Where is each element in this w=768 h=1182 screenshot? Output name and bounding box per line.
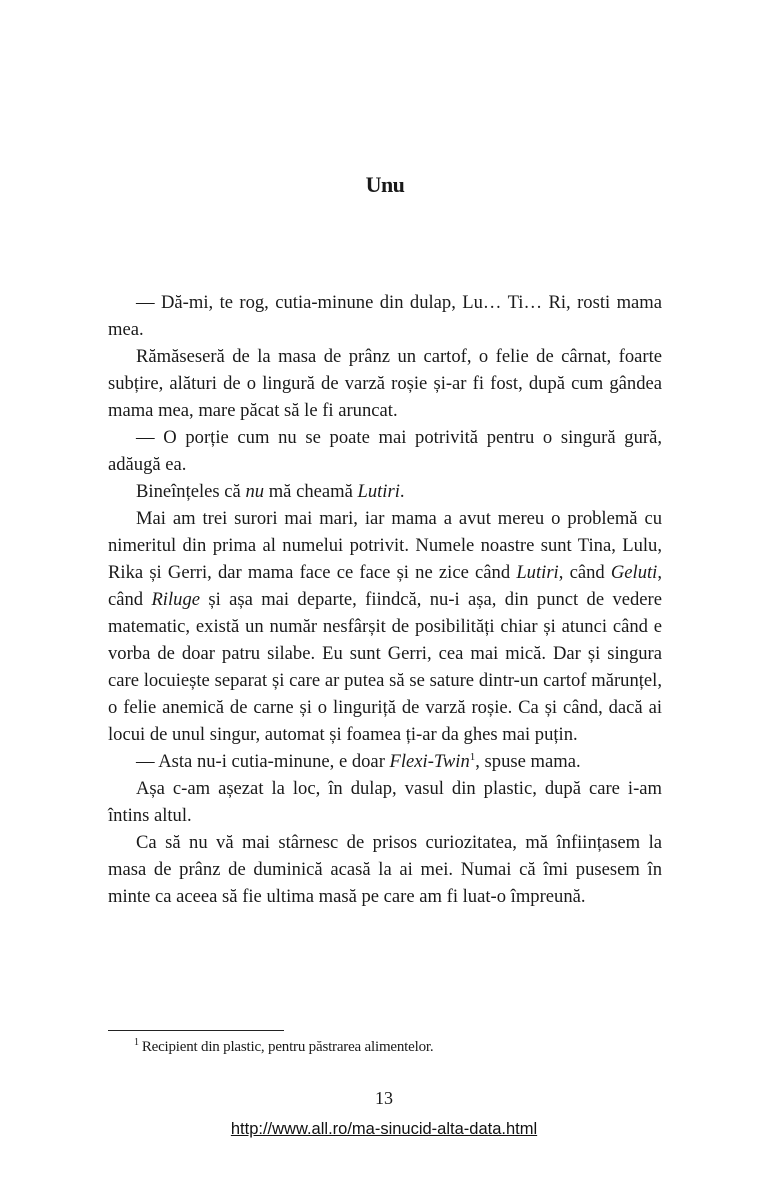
paragraph-4: Bineînțeles că nu mă cheamă Lutiri.: [136, 481, 405, 502]
paragraph-1: — Dă-mi, te rog, cutia-minune din dulap, Lu… Ti… Ri, rosti mama mea.: [108, 292, 662, 340]
paragraph-5: Mai am trei surori mai mari, iar mama a avut mereu o problemă cu nimeritul din prima al numelui potrivit. Numele noastre sunt Tina, Lulu, Rika și Gerri, dar mama face ce face și ne zice când Lutiri, când Geluti, când Riluge și așa mai departe, fiindcă, nu-i așa, din punct de vedere matematic, există un număr nesfârșit de posibilități chiar și atunci când e vorba de doar patru silabe. Eu sunt Gerri, cea mai mică. Dar și singura care locuiește separat și care ar putea să se sature dintr-un cartof mărunțel, o felie anemică de carne și o linguriță de varză roșie. Ca și când, dacă ai locui de unul singur, automat și foamea ți-ar da ghes mai puțin.: [108, 508, 663, 745]
footnote-separator: [108, 1030, 284, 1031]
footnote-marker: 1: [134, 1037, 139, 1048]
paragraph-3: — O porție cum nu se poate mai potrivită pentru o singură gură, adăugă ea.: [108, 427, 662, 475]
emphasis-flexi-twin: Flexi-Twin: [389, 751, 470, 772]
emphasis-riluge: Riluge: [151, 589, 200, 610]
page-number: 13: [375, 1088, 393, 1108]
footnote: [134, 1039, 433, 1056]
emphasis-lutiri: Lutiri: [357, 481, 400, 502]
paragraph-2: Rămăseseră de la masa de prânz un cartof, o felie de cârnat, foarte subțire, alături de o lingură de varză roșie și-ar fi fost, după cum gândea mama mea, mare păcat să le fi aruncat.: [108, 346, 662, 421]
emphasis-nu: nu: [245, 481, 265, 502]
footnote-text: Recipient din plastic, pentru păstrarea alimentelor.: [141, 1039, 434, 1055]
paragraph-8: Ca să nu vă mai stârnesc de prisos curiozitatea, mă înființasem la masa de prânz de duminică acasă la ai mei. Numai că îmi pusesem în minte ca aceea să fie ultima masă pe care am fi luat-o împreună.: [108, 832, 662, 907]
emphasis-geluti: Geluti: [610, 562, 658, 583]
paragraph-6: — Asta nu-i cutia-minune, e doar Flexi-Twin$^1$, spuse mama.: [136, 750, 581, 772]
paragraph-7: Așa c-am așezat la loc, în dulap, vasul din plastic, după care i-am întins altul.: [108, 778, 662, 826]
emphasis-lutiri: Lutiri: [516, 562, 559, 583]
chapter-body: [108, 289, 662, 910]
source-link[interactable]: http://www.all.ro/ma-sinucid-alta-data.html: [230, 1120, 538, 1138]
chapter-title: Unu: [365, 172, 405, 197]
footnote-reference: 1: [469, 750, 476, 763]
